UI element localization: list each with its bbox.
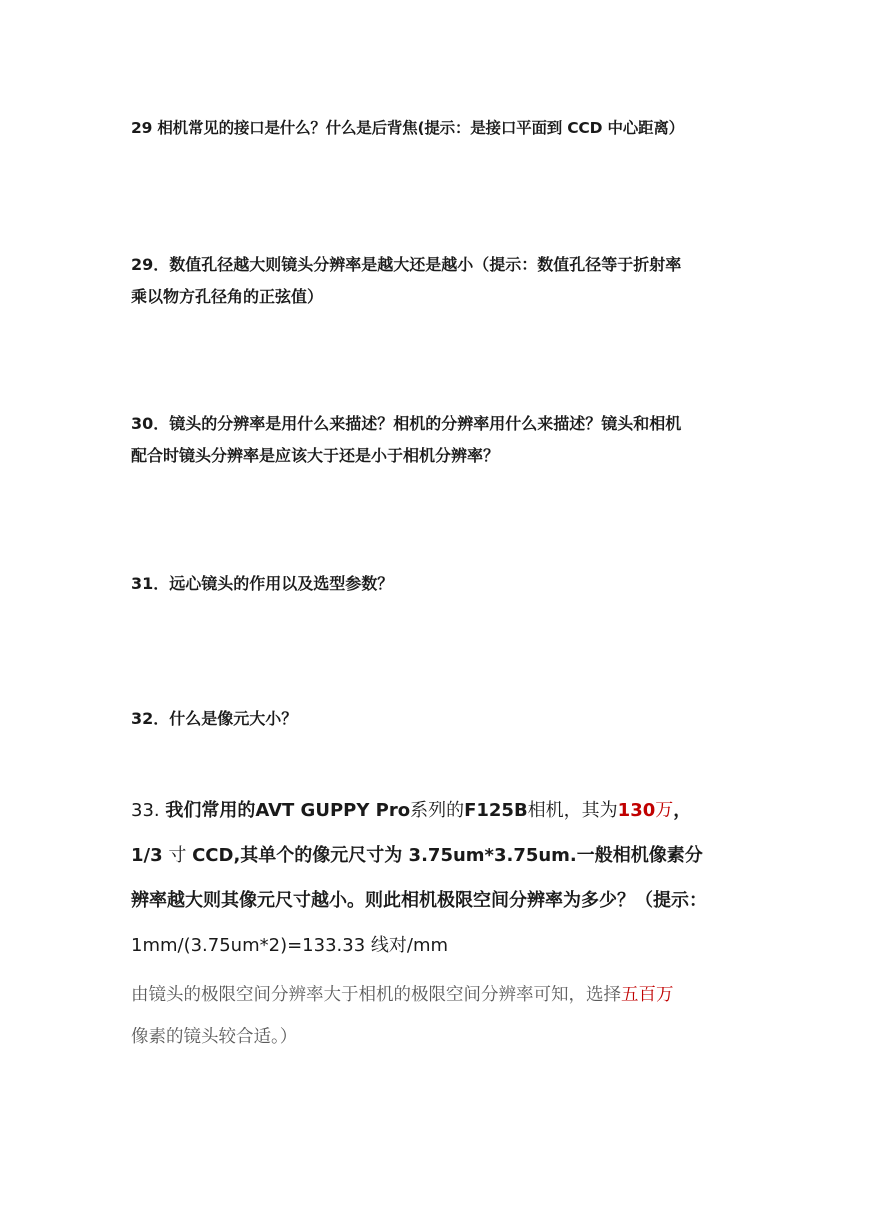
question-line: 29．数值孔径越大则镜头分辨率是越大还是越小（提示：数值孔径等于折射率 bbox=[131, 255, 682, 274]
highlight-wan: 万 bbox=[655, 800, 674, 821]
question-line: 30．镜头的分辨率是用什么来描述？相机的分辨率用什么来描述？镜头和相机 bbox=[131, 414, 682, 433]
question-30-resolution bbox=[131, 408, 741, 472]
highlight-130: 130 bbox=[617, 800, 656, 821]
question-number: 33. bbox=[131, 800, 160, 821]
highlight-five-million: 五百万 bbox=[621, 985, 674, 1005]
question-line: 乘以物方孔径角的正弦值） bbox=[131, 287, 324, 306]
question-33-formula: 1mm/(3.75um*2)=133.33 线对/mm bbox=[131, 935, 449, 956]
question-line: 配合时镜头分辨率是应该大于还是小于相机分辨率？ bbox=[131, 446, 500, 465]
question-29-numerical-aperture bbox=[131, 249, 741, 313]
question-31-telecentric: 31．远心镜头的作用以及选型参数？ bbox=[131, 574, 394, 593]
question-32-pixel-size: 32．什么是像元大小？ bbox=[131, 709, 298, 728]
question-33-hint: 由镜头的极限空间分辨率大于相机的极限空间分辨率可知，选择五百万 像素的镜头较合适。） bbox=[131, 985, 674, 1047]
question-33-camera-resolution: 33. 我们常用的AVT GUPPY Pro系列的F125B相机，其为130万， 1/3 寸 CCD,其单个的像元尺寸为 3.75um*3.75um.一般相机像素分 辨率越大则其像元尺寸越小。则此相机极限空间分辨率为多少？（提示： bbox=[131, 800, 707, 911]
question-29-interface: 29 相机常见的接口是什么？什么是后背焦(提示：是接口平面到 CCD 中心距离） bbox=[131, 119, 684, 137]
